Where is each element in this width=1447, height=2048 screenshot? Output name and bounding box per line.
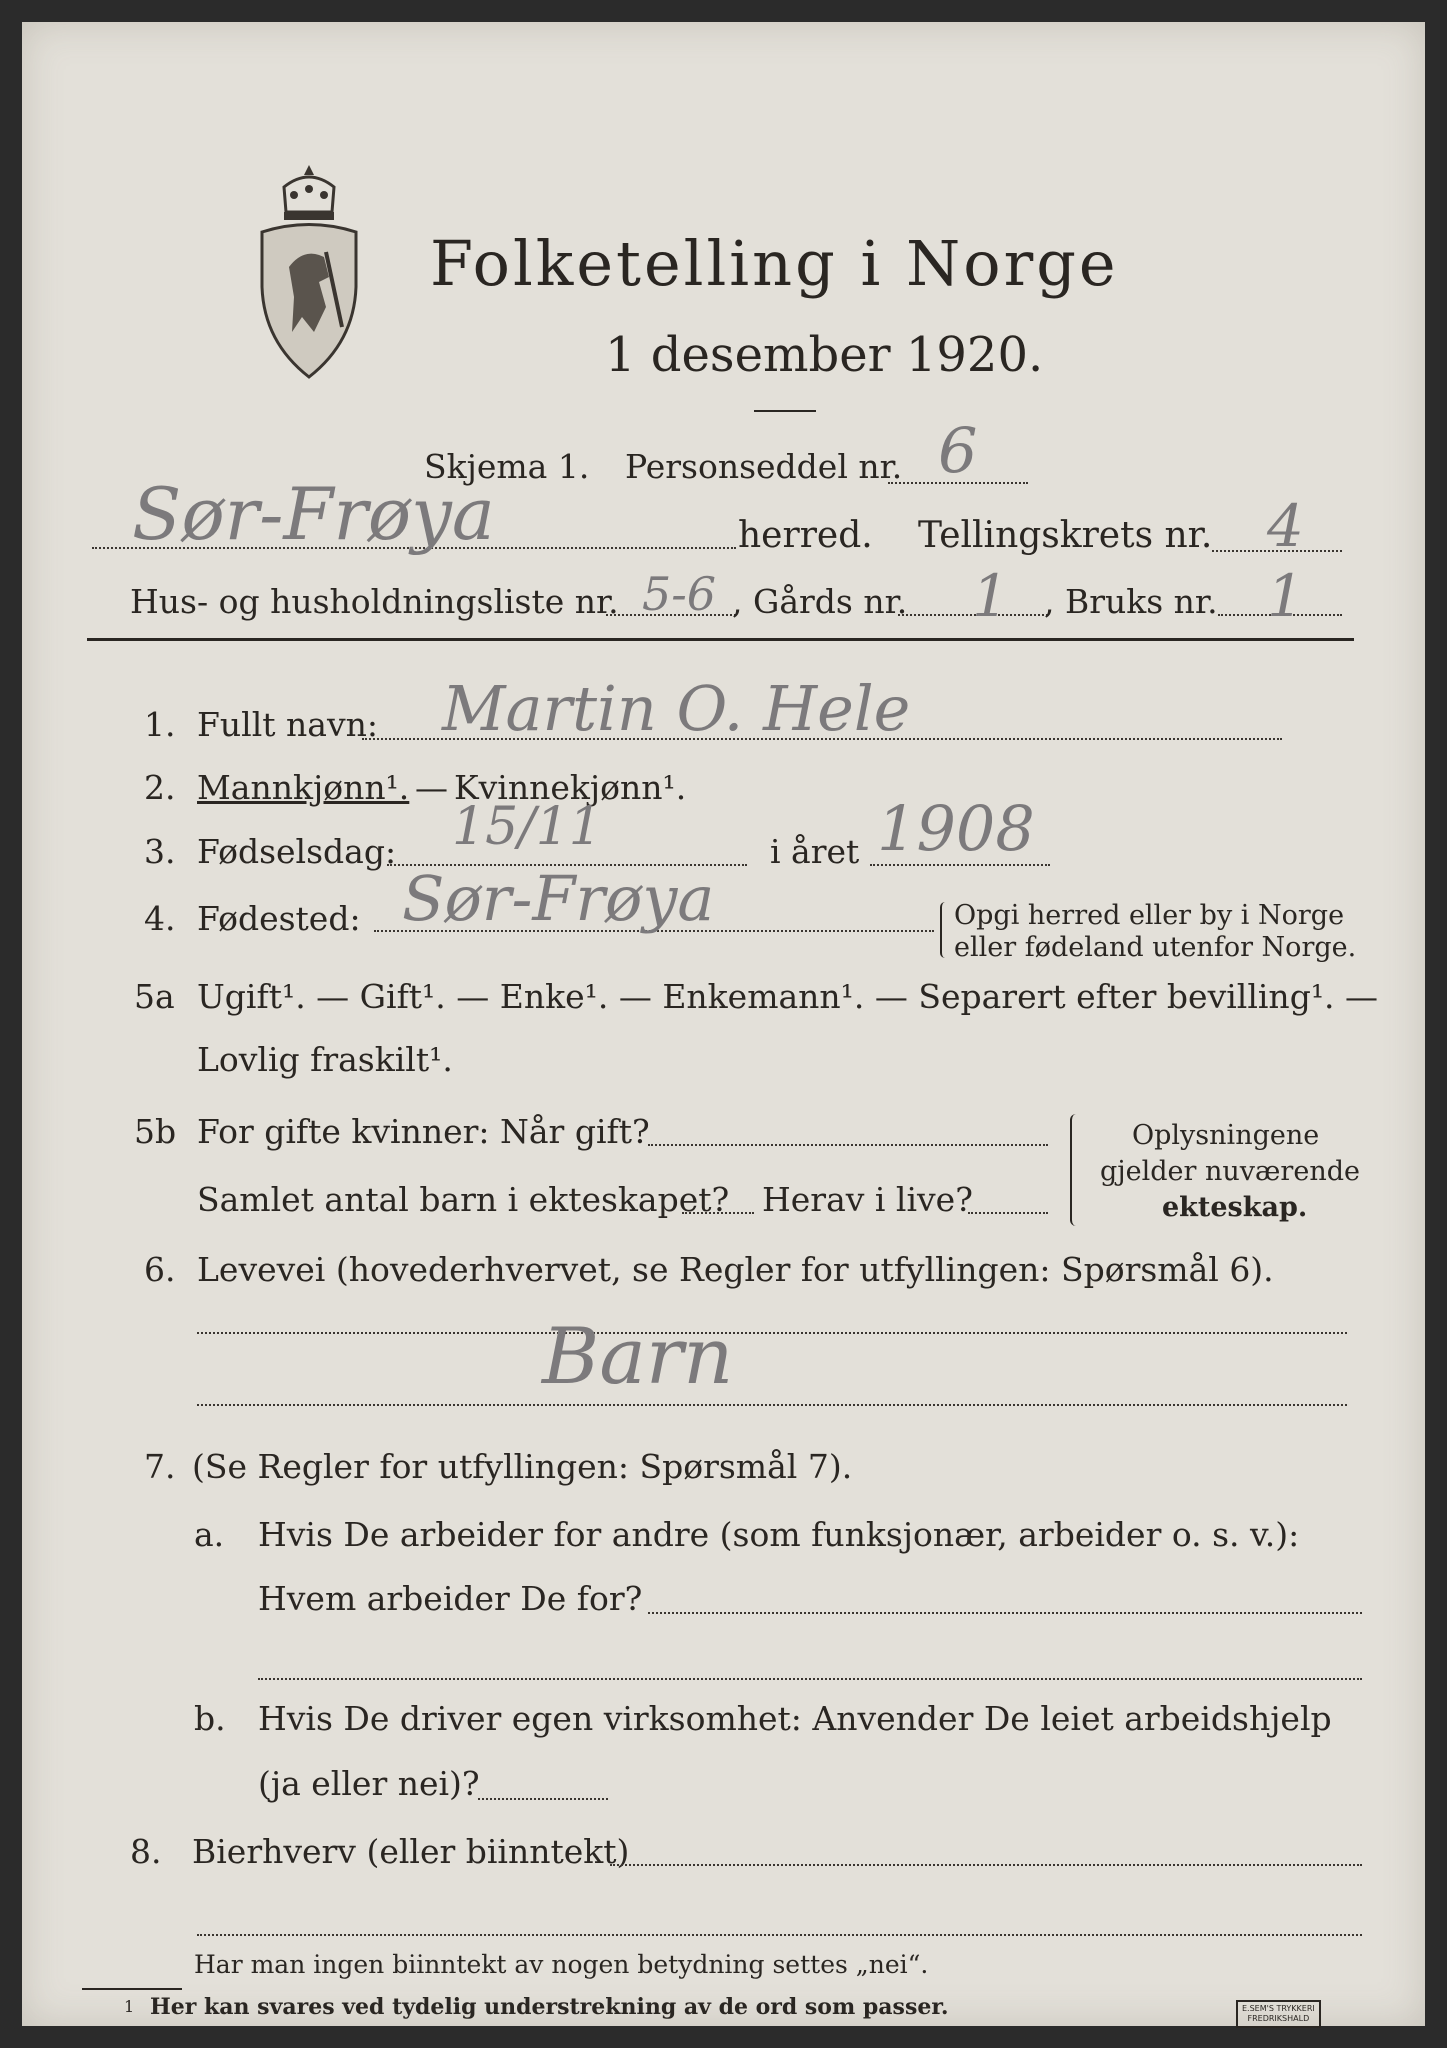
personseddel-label: Personseddel nr. [625, 447, 903, 486]
q1-label: Fullt navn: [197, 705, 378, 744]
q2-female: Kvinnekjønn¹. [454, 768, 687, 807]
q5b-alive-label: Herav i live? [762, 1180, 973, 1219]
q2-separator: — [415, 768, 448, 807]
census-form [22, 22, 1425, 2026]
skjema-label: Skjema 1. [424, 447, 590, 486]
q5b-note-line-1: Oplysningene [1132, 1120, 1320, 1151]
gards-value: 1 [972, 562, 1009, 630]
q5a-number: 5a [134, 977, 175, 1016]
footnote-mark: 1 [124, 1997, 135, 2016]
q3-number: 3. [144, 832, 176, 871]
hus-label: Hus- og husholdningsliste nr. [130, 582, 619, 621]
q4-note-brace [940, 902, 950, 958]
q5b-note-line-2: gjelder nuværende [1100, 1156, 1360, 1187]
q5b-line-1: For gifte kvinner: Når gift? [197, 1112, 650, 1151]
herred-label: herred. [738, 515, 873, 556]
hus-value: 5-6 [642, 567, 717, 621]
coat-of-arms-icon [254, 157, 364, 387]
q2-number: 2. [144, 768, 176, 807]
bruks-label: , Bruks nr. [1044, 582, 1218, 621]
footnote-rule [82, 1988, 182, 1990]
q7-label: (Se Regler for utfyllingen: Spørsmål 7). [192, 1447, 853, 1486]
q5b-note-line-3: ekteskap. [1162, 1192, 1308, 1223]
q1-number: 1. [144, 705, 176, 744]
q3-value: 15/11 [452, 797, 602, 857]
q5b-children-label: Samlet antal barn i ekteskapet? [197, 1180, 730, 1219]
q7b-letter: b. [194, 1699, 226, 1738]
q2-male: Mannkjønn¹. [197, 768, 410, 807]
q6-value: Barn [542, 1312, 734, 1402]
herred-value: Sør-Frøya [132, 472, 495, 556]
q6-number: 6. [144, 1250, 176, 1289]
q7a-employer-line [648, 1612, 1362, 1614]
q8-label: Bierhverv (eller biinntekt) [192, 1832, 630, 1871]
q4-number: 4. [144, 899, 176, 938]
q4-note-line-2: eller fødeland utenfor Norge. [954, 932, 1357, 963]
q3-label: Fødselsdag: [197, 832, 397, 871]
q5b-alive-line [968, 1212, 1048, 1214]
bruks-value: 1 [1267, 562, 1304, 630]
q7a-line-2: Hvem arbeider De for? [258, 1579, 643, 1618]
q4-label: Fødested: [197, 899, 361, 938]
q5a-line-1: Ugift¹. — Gift¹. — Enke¹. — Enkemann¹. — Separert efter bevilling¹. — [197, 977, 1379, 1016]
form-title: Folketelling i Norge [430, 227, 1119, 300]
printer-stamp [1236, 2000, 1321, 2028]
tellingskrets-value: 4 [1267, 492, 1304, 560]
q4-note-line-1: Opgi herred eller by i Norge [954, 900, 1345, 931]
q6-line-2 [197, 1404, 1347, 1406]
q7a-line-1: Hvis De arbeider for andre (som funksjonær, arbeider o. s. v.): [258, 1515, 1300, 1554]
q6-label: Levevei (hovederhvervet, se Regler for utfyllingen: Spørsmål 6). [197, 1250, 1274, 1289]
q8-number: 8. [130, 1832, 162, 1871]
q8-line-2 [197, 1934, 1362, 1936]
tellingskrets-label: Tellingskrets nr. [918, 515, 1213, 556]
q5b-children-line [682, 1212, 754, 1214]
printer-line-1: E.SEM'S TRYKKERI [1242, 2004, 1315, 2013]
title-divider [754, 410, 816, 412]
footnote-text: Her kan svares ved tydelig understrekning av de ord som passer. [150, 1994, 949, 2020]
q7b-line [478, 1798, 608, 1800]
q5b-married-line [648, 1144, 1048, 1146]
q7-number: 7. [144, 1447, 176, 1486]
q5a-line-2: Lovlig fraskilt¹. [197, 1040, 453, 1079]
printer-line-2: FREDRIKSHALD [1247, 2014, 1310, 2023]
header-rule [87, 638, 1354, 641]
q7a-extra-line [258, 1678, 1362, 1680]
q1-value: Martin O. Hele [442, 672, 911, 745]
q7a-letter: a. [194, 1515, 225, 1554]
q7b-line-1: Hvis De driver egen virksomhet: Anvender De leiet arbeidshjelp [258, 1699, 1332, 1738]
q5b-note-brace [1070, 1114, 1082, 1226]
census-date: 1 desember 1920. [605, 327, 1044, 383]
q6-line-1 [197, 1332, 1347, 1334]
personseddel-value: 6 [938, 414, 978, 487]
q4-value: Sør-Frøya [402, 862, 715, 935]
gards-label: , Gårds nr. [732, 582, 908, 621]
q8-line-1 [610, 1864, 1362, 1866]
q3-year-value: 1908 [877, 792, 1035, 865]
q7b-line-2: (ja eller nei)? [258, 1764, 480, 1803]
q3-year-label: i året [770, 832, 860, 871]
q5b-number: 5b [134, 1112, 177, 1151]
q8-note: Har man ingen biinntekt av nogen betydning settes „nei“. [194, 1950, 929, 1979]
